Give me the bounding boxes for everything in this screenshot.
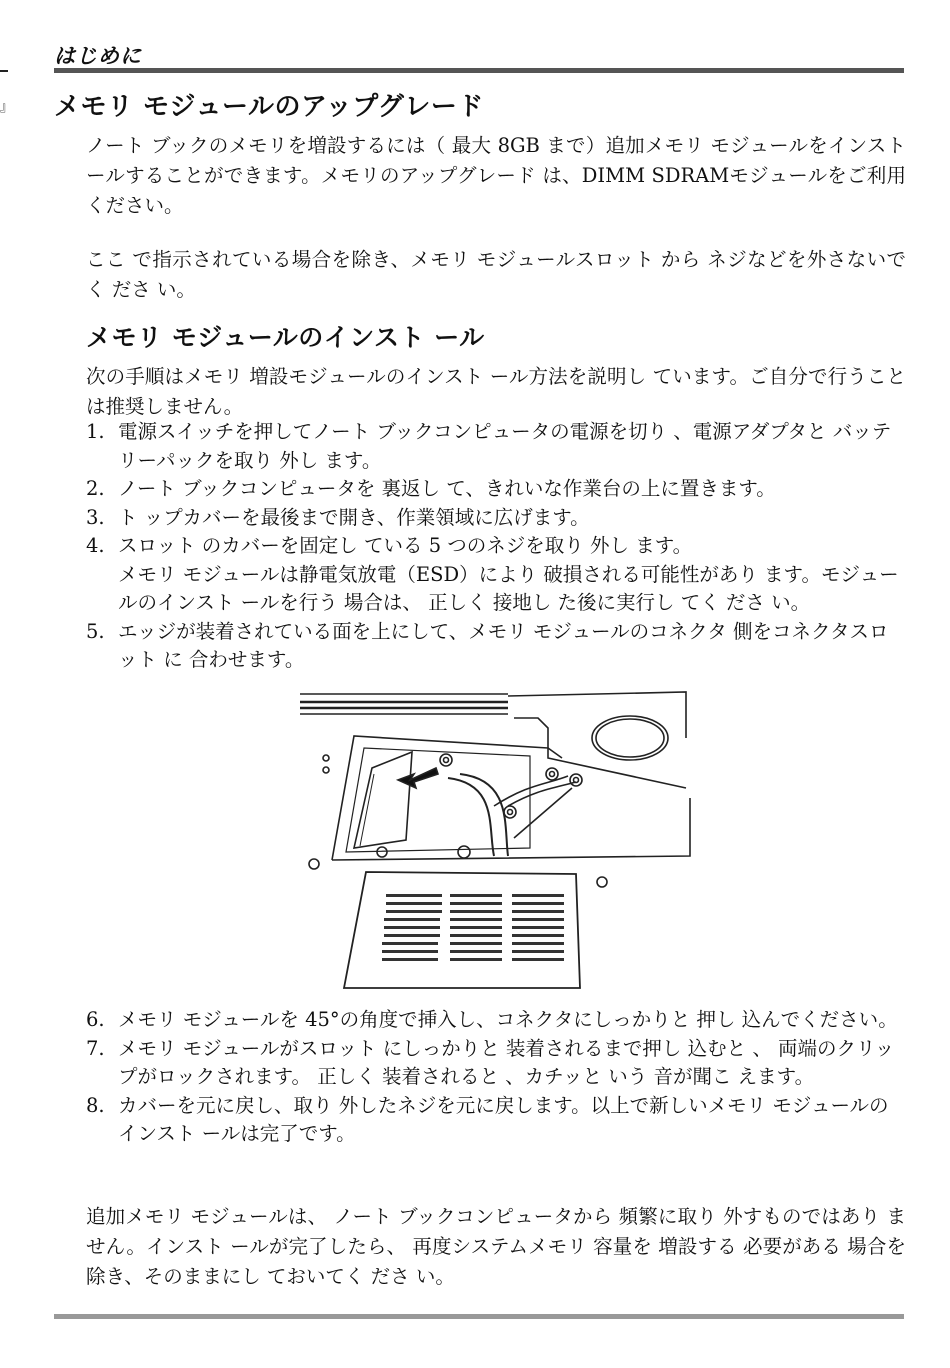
step-item (86, 532, 906, 618)
step-number: 2. (86, 477, 105, 500)
step-item (86, 1035, 906, 1092)
section-title: メモリ モジュールのアップグレード (54, 92, 484, 122)
step-item (86, 1006, 906, 1035)
step-item (86, 618, 906, 675)
install-steps-first (86, 418, 906, 675)
step-text: ノート ブックコンピュータを 裏返し て、きれいな作業台の上に置きます。 (118, 477, 776, 500)
step-text: スロット のカバーを固定し ている 5 つのネジを取り 外し ます。 (118, 534, 693, 557)
install-steps-second (86, 1006, 906, 1149)
step-text: エッジが装着されている面を上にして、メモリ モジュールのコネクタ 側をコネクタスロット に 合わせます。 (118, 619, 889, 671)
step-item (86, 1092, 906, 1149)
section-intro: ノート ブックのメモリを増設するには（ 最大 8GB まで）追加メモリ モジュールをインストールすることができます。メモリのアップグレード は、DIMM SDRAMモジュールをご利用ください。 (86, 134, 906, 217)
step-item (86, 504, 906, 533)
step-number: 6. (86, 1008, 105, 1031)
step-text: 電源スイッチを押してノート ブックコンピュータの電源を切り 、電源アダプタと バッテリーパックを取り 外し ます。 (118, 420, 892, 472)
step-number: 8. (86, 1093, 105, 1117)
margin-tick (0, 70, 8, 72)
step-number: 1. (86, 420, 105, 443)
step-text: ト ップカバーを最後まで開き、作業領域に広げます。 (118, 505, 590, 529)
step-text: メモリ モジュールがスロット にしっかりと 装着されるまで押し 込むと 、 両端のクリップがロックされます。 正しく 装着されると 、カチッと いう 音が聞こ えます。 (118, 1036, 895, 1088)
header-rule (54, 68, 904, 73)
chapter-label: はじめに (54, 44, 142, 68)
step-number: 7. (86, 1036, 105, 1060)
install-intro: 次の手順はメモリ 増設モジュールのインスト ール方法を説明し ています。ご自分で行うことは推奨しません。 (86, 365, 906, 418)
step-number: 4. (86, 534, 105, 557)
step-number: 5. (86, 619, 105, 643)
esd-note: メモリ モジュールは静電気放電（ESD）により 破損される可能性があり ます。モジュールのインスト ールを行う 場合は、 正しく 接地し た後に実行し てく ださ い。 (118, 562, 899, 614)
footer-rule (54, 1314, 904, 1319)
step-text: カバーを元に戻し、取り 外したネジを元に戻します。以上で新しいメモリ モジュールのインスト ールは完了です。 (118, 1093, 889, 1145)
step-number: 3. (86, 505, 105, 529)
section-caution: ここ で指示されている場合を除き、メモリ モジュールスロット から ネジなどを外さないでく ださ い。 (86, 248, 906, 301)
closing-note: 追加メモリ モジュールは、 ノート ブックコンピュータから 頻繁に取り 外すものではあり ません。インスト ールが完了したら、 再度システムメモリ 容量を 増設する 必要がある 場合を除き、そのままにし ておいてく ださ い。 (86, 1205, 906, 1288)
step-text: メモリ モジュールを 45°の角度で挿入し、コネクタにしっかりと 押し 込んでください。 (118, 1008, 898, 1031)
install-title: メモリ モジュールのインスト ール (86, 323, 485, 352)
step-item (86, 418, 906, 475)
step-item (86, 475, 906, 504)
margin-glyph: 』 (0, 100, 14, 115)
memory-module-install-illustration-icon (298, 688, 692, 994)
